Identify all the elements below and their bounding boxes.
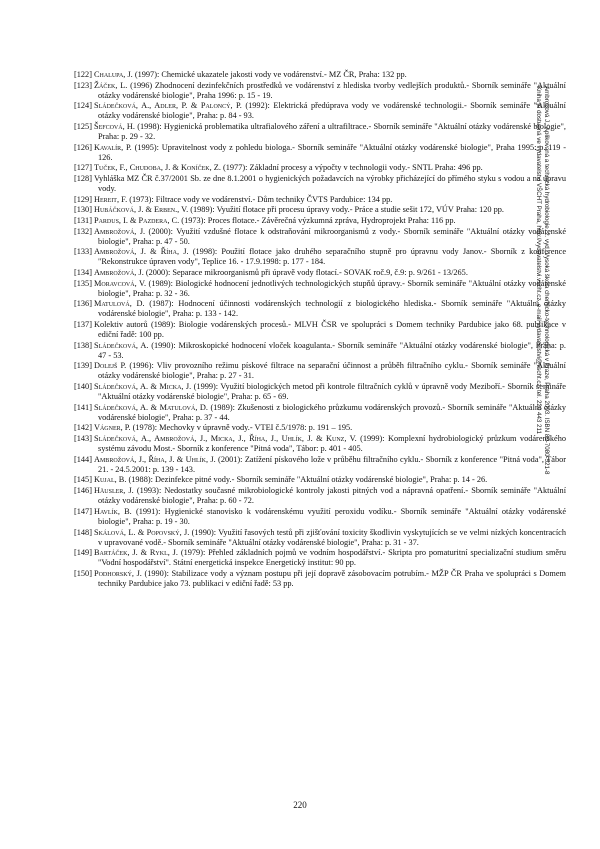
- reference-authors: Kavalír, P.: [93, 142, 132, 152]
- reference-number: [138]: [74, 340, 92, 350]
- reference-text: (1990): Stabilizace vody a význam postupu při její dopravě zásobovacím potrubím.- MŽP ČR Praha ve spolupráci s Domem techniky Pardubice jako 73. publikaci v ediční řadě: 53 pp.: [98, 568, 567, 588]
- reference-authors: Bartáček, J. & Rykl, J.: [93, 548, 178, 558]
- reference-entry: [74, 528, 566, 548]
- reference-authors: Tuček, F., Chudoba, J. & Koníček, Z.: [93, 163, 221, 173]
- reference-text: (1998): Použití flotace jako druhého separačního stupně pro úpravnu vody Janov.- Sborník z konference "Rekonstrukce úpraven vody", Teplice 16. - 17.9.1998: p. 177 - 184.: [98, 247, 566, 267]
- reference-authors: Ambrožová, J.: [93, 268, 144, 278]
- reference-number: [127]: [74, 163, 92, 173]
- reference-number: [128]: [74, 174, 92, 184]
- reference-entry: [74, 423, 566, 433]
- reference-entry: [74, 434, 566, 454]
- reference-number: [147]: [74, 506, 92, 516]
- reference-authors: Vágner, P.: [93, 423, 131, 433]
- reference-number: [142]: [74, 423, 92, 433]
- reference-authors: Ambrožová, J. & Říha, J.: [93, 247, 189, 257]
- reference-entry: [74, 320, 566, 340]
- reference-text: (1977): Základní procesy a výpočty v technologii vody.- SNTL Praha: 496 pp.: [220, 163, 483, 173]
- reference-number: [148]: [74, 527, 92, 537]
- reference-authors: Dolejš P.: [93, 361, 127, 371]
- reference-entry: [74, 143, 566, 163]
- reference-number: [143]: [74, 434, 92, 444]
- reference-number: [150]: [74, 568, 92, 578]
- reference-entry: [74, 279, 566, 299]
- reference-text: (1989): Zkušenosti z biologického průzkumu vodárenských provozů.- Sborník semináře "Aktuální otázky vodárenské biologie", Praha: p. 37 - 44.: [98, 402, 566, 422]
- reference-number: [135]: [74, 278, 92, 288]
- reference-authors: Matulová, D.: [93, 299, 145, 309]
- reference-authors: Kujal, B.: [93, 475, 127, 485]
- reference-authors: Sládečková, A.: [93, 340, 149, 350]
- reference-text: (1996) Zhodnocení dezinfekčních prostředků ve vodárenství z hlediska tvorby vedlejších produktů.- Sborník semináře "Aktuální otázky vodárenské biologie", Praha 1996: p. 15 - 19.: [98, 80, 566, 100]
- reference-text: (1993): Nedostatky současné mikrobiologické kontroly jakosti pitných vod a nápravná opatření.- Sborník semináře "Aktuální otázky vodárenské biologie", Praha: p. 60 - 72.: [98, 486, 567, 506]
- reference-text: (1992): Elektrická předúprava vody ve vodárenské technologii.- Sborník semináře "Aktuální otázky vodárenské biologie", Praha: p. 84 - 93.: [98, 101, 566, 121]
- reference-entry: [74, 361, 566, 381]
- reference-text: (1990): Mikroskopické hodnocení vloček koagulanta.- Sborník semináře "Aktuální otázky vodárenské biologie", Praha: p. 47 - 53.: [98, 340, 567, 360]
- reference-entry: [74, 81, 566, 101]
- reference-authors: Ambrožová, J.: [93, 226, 146, 236]
- reference-text: (2001): Zatížení pískového lože v průběhu filtračního cyklu.- Sborník z konference "Pitná voda", Tábor 21. - 24.5.2001: p. 139 - 143.: [98, 454, 566, 474]
- reference-entry: [74, 268, 566, 278]
- reference-entry: [74, 569, 566, 589]
- reference-entry: [74, 382, 566, 402]
- reference-authors: Pardus, I. & Pazdera, C.: [93, 216, 180, 225]
- reference-text: (1973): Proces flotace.- Závěrečná výzkumná zpráva, Hydroprojekt Praha: 116 pp.: [179, 216, 456, 225]
- reference-number: [129]: [74, 194, 92, 204]
- reference-number: [141]: [74, 402, 92, 412]
- reference-entry: [74, 455, 566, 475]
- reference-number: [123]: [74, 80, 92, 90]
- reference-authors: Skálová, L. & Popovský, J.: [93, 527, 190, 537]
- reference-text: (1988): Dezinfekce pitné vody.- Sborník semináře "Aktuální otázky vodárenské biologie", Praha: p. 14 - 26.: [126, 475, 488, 485]
- reference-authors: Žáček, L.: [93, 80, 128, 90]
- reference-text: Kolektiv autorů (1989): Biologie vodárenských procesů.- MLVH ČSR ve spolupráci s Domem techniky Pardubice jako 68. publikace v ediční řadě: 100 pp.: [93, 320, 566, 340]
- reference-entry: [74, 205, 566, 215]
- reference-entry: [74, 548, 566, 568]
- reference-authors: Sládečková, A., Ambrožová, J., Micka, J., Říha, J., Uhlík, J. & Kunz, V.: [93, 434, 357, 444]
- reference-text: (1997): Chemické ukazatele jakosti vody ve vodárenství.- MZ ČR, Praha: 132 pp.: [132, 70, 407, 79]
- reference-entry: [74, 227, 566, 247]
- reference-authors: Hereit, F.: [93, 194, 128, 204]
- reference-number: [132]: [74, 226, 92, 236]
- reference-text: (1987): Hodnocení účinnosti vodárenských technologií z biologického hlediska.- Sborník semináře "Aktuální otázky vodárenské biologie", Praha: p. 133 - 142.: [98, 299, 567, 319]
- reference-number: [124]: [74, 101, 92, 111]
- reference-authors: Ambrožová, J., Říha, J. & Uhlík, J.: [93, 454, 216, 464]
- reference-entry: [74, 341, 566, 361]
- reference-number: [137]: [74, 320, 92, 330]
- reference-entry: [74, 163, 566, 173]
- reference-authors: Podhorský, J.: [93, 568, 142, 578]
- reference-entry: [74, 486, 566, 506]
- side-note-line: Kniha je dostupná ve vydavatelství VŠCHT Praha, http://vydavatelstvi.vscht.cz, e-mail vydavatelstvi@vscht.cz, tel. 220 443 211: [535, 86, 543, 434]
- reference-authors: Häusler, J.: [93, 486, 134, 496]
- reference-number: [139]: [74, 361, 92, 371]
- reference-entry: [74, 174, 566, 194]
- side-note-line: Ambrožová J.: Aplikovaná a technická hydrobiologie. 2. vyd. Vysoká škola chemicko-technologická v Praze, Praha 2003. ISBN 80-7080-521-8: [543, 86, 550, 475]
- reference-text: (1989): Využití flotace při procesu úpravy vody.- Práce a studie sešit 172, VÚV Praha: 120 pp.: [188, 205, 505, 215]
- reference-text: (2000): Využití vzdušné flotace k odstraňování mikroorganismů z vody.- Sborník semináře "Aktuální otázky vodárenské biologie", Praha: p. 47 - 50.: [98, 226, 566, 246]
- reference-number: [144]: [74, 454, 92, 464]
- reference-number: [125]: [74, 122, 92, 132]
- reference-text: (1995): Upravitelnost vody z pohledu biologa.- Sborník semináře "Aktuální otázky vodárenské biologie", Praha 1995: p. 119 - 126.: [98, 142, 566, 162]
- reference-authors: Šefcová, H.: [93, 122, 135, 132]
- reference-text: (1999): Komplexní hydrobiologický průzkum vodárenského systému závodu Most.- Sborník z konference "Pitná voda", Tábor: p. 401 - 405.: [98, 434, 567, 454]
- reference-entry: [74, 475, 566, 485]
- reference-text: (1979): Přehled základních pojmů ve vodním hospodářství.- Skripta pro pomaturitní specializační studium směru "Vodní hospodářství". Státní energetická inspekce Energetický institut: 90 pp.: [98, 548, 566, 568]
- reference-number: [149]: [74, 548, 92, 558]
- reference-number: [122]: [74, 70, 92, 79]
- reference-text: (1973): Filtrace vody ve vodárenství.- Dům techniky ČVTS Pardubice: 134 pp.: [127, 194, 393, 204]
- reference-number: [126]: [74, 142, 92, 152]
- reference-entry: [74, 70, 566, 80]
- reference-entry: [74, 195, 566, 205]
- reference-authors: Sládečková, A. & Micka, J.: [93, 382, 192, 392]
- reference-entry: [74, 247, 566, 267]
- reference-entry: [74, 101, 566, 121]
- reference-entry: [74, 122, 566, 142]
- reference-text: (1989): Biologické hodnocení jednotlivých technologických stupňů úpravy.- Sborník semináře "Aktuální otázky vodárenské biologie", Praha: p. 32 - 36.: [98, 278, 566, 298]
- reference-text: (2000): Separace mikroorganismů při úpravě vody flotací.- SOVAK roč.9, č.9: p. 9/261 - 13/265.: [143, 268, 468, 278]
- reference-number: [146]: [74, 486, 92, 496]
- reference-text: (1999): Využití biologických metod při kontrole filtračních cyklů v úpravně vody Meziboří.- Sborník semináře "Aktuální otázky vodárenské biologie", Praha: p. 65 - 69.: [98, 382, 566, 402]
- reference-number: [130]: [74, 205, 92, 215]
- reference-entry: [74, 507, 566, 527]
- reference-authors: Moravcová, V.: [93, 278, 147, 288]
- reference-entry: [74, 299, 566, 319]
- reference-authors: Sládečková, A. & Matulová, D.: [93, 402, 208, 412]
- reference-number: [131]: [74, 216, 92, 225]
- reference-text: (1991): Hygienické stanovisko k vodárenskému využití peroxidu vodíku.- Sborník semináře "Aktuální otázky vodárenské biologie", Praha: p. 19 - 30.: [98, 506, 566, 526]
- reference-text: Vyhláška MZ ČR č.37/2001 Sb. ze dne 8.1.2001 o hygienických požadavcích na výrobky přicházející do přímého styku s vodou a na úpravu vody.: [93, 174, 566, 194]
- reference-number: [136]: [74, 299, 92, 309]
- reference-text: (1990): Využití řasových testů při zjišťování toxicity škodlivin vyskytujících se ve velmi nízkých koncentracích v upravované vodě.- Sborník semináře "Aktuální otázky vodárenské biologie", Praha: p. 31 - 37.: [98, 527, 566, 547]
- reference-number: [145]: [74, 475, 92, 485]
- reference-number: [133]: [74, 247, 92, 257]
- reference-authors: Sládečková, A., Adler, P. & Paloncý, P.: [93, 101, 242, 111]
- side-copyright-note: [535, 86, 550, 586]
- reference-authors: Chalupa, J.: [93, 70, 133, 79]
- reference-text: (1998): Hygienická problematika ultrafialového záření a ultrafiltrace.- Sborník semináře "Aktuální otázky vodárenské biologie", Praha: p. 29 - 32.: [98, 122, 566, 142]
- page-number: 220: [293, 800, 307, 810]
- reference-text: (1978): Mechovky v úpravně vody.- VTEI č.5/1978: p. 191 – 195.: [130, 423, 353, 433]
- reference-authors: Hubáčková, J. & Erben., V.: [93, 205, 189, 215]
- reference-authors: Havlík, B.: [93, 506, 132, 516]
- reference-entry: [74, 216, 566, 226]
- reference-text: (1996): Vliv provozního režimu pískové filtrace na separační účinnost a průběh filtračního cyklu.- Sborník semináře "Aktuální otázky vodárenské biologie", Praha: p. 27 - 31.: [98, 361, 566, 381]
- reference-entry: [74, 403, 566, 423]
- reference-number: [134]: [74, 268, 92, 278]
- reference-number: [140]: [74, 382, 92, 392]
- reference-list: [74, 70, 566, 590]
